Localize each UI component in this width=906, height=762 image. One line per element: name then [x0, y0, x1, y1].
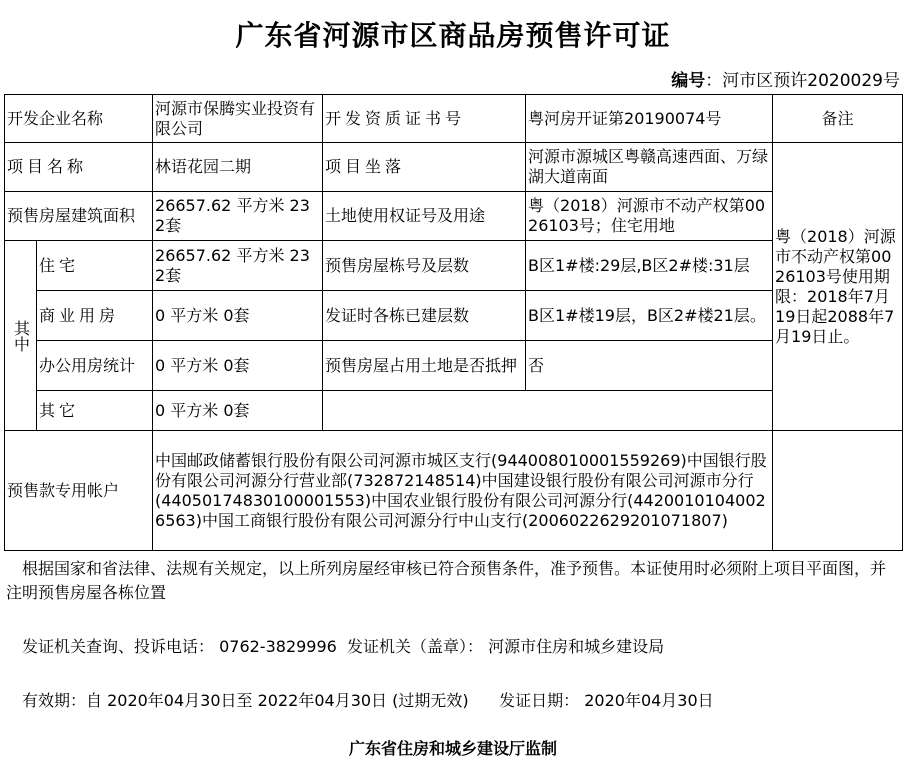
- residential-value: 26657.62 平方米 232套: [153, 241, 323, 291]
- table-row: [5, 95, 903, 143]
- account-value: 中国邮政储蓄银行股份有限公司河源市城区支行(944008010001559269)中国银行股份有限公司河源分行营业部(732872148514)中国建设银行股份有限公司河源市分行(44050174830100001553)中国农业银行股份有限公司河源分行(44200101040026563)中国工商银行股份有限公司河源分行中山支行(2006022629201071807): [153, 431, 773, 551]
- area-value: 26657.62 平方米 232套: [153, 192, 323, 241]
- building-value: B区1#楼:29层,B区2#楼:31层: [526, 241, 773, 291]
- other-label: 其它: [37, 391, 153, 431]
- residential-label: 住宅: [37, 241, 153, 291]
- permit-table: [4, 94, 903, 551]
- table-row: [5, 143, 903, 192]
- among-label: 其中: [5, 241, 37, 431]
- account-label: 预售款专用帐户: [5, 431, 153, 551]
- project-name-label: 项目名称: [5, 143, 153, 192]
- other-value: 0 平方米 0套: [153, 391, 323, 431]
- project-name-value: 林语花园二期: [153, 143, 323, 192]
- table-row: [5, 241, 903, 291]
- land-mortgage-value: 否: [526, 341, 773, 391]
- contact-line: 发证机关查询、投诉电话： 0762-3829996 发证机关（盖章）： 河源市住房和城乡建设局: [22, 637, 665, 656]
- page-title: 广东省河源市区商品房预售许可证: [235, 19, 671, 52]
- area-label: 预售房屋建筑面积: [5, 192, 153, 241]
- developer-label: 开发企业名称: [5, 95, 153, 143]
- office-value: 0 平方米 0套: [153, 341, 323, 391]
- table-row: [5, 341, 903, 391]
- location-label: 项目坐落: [323, 143, 526, 192]
- certificate-number-value: ：河市区预许2020029号: [705, 71, 900, 91]
- remarks-value: 粤（2018）河源市不动产权第0026103号使用期限：2018年7月19日起2088年7月19日止。: [773, 143, 903, 431]
- office-label: 办公用房统计: [37, 341, 153, 391]
- issuer-footer: 广东省住房和城乡建设厅监制: [348, 739, 557, 758]
- validity-line: 有效期：自 2020年04月30日至 2022年04月30日 (过期无效) 发证日期： 2020年04月30日: [22, 691, 714, 710]
- table-row: [5, 192, 903, 241]
- land-mortgage-label: 预售房屋占用土地是否抵押: [323, 341, 526, 391]
- commercial-label: 商业用房: [37, 291, 153, 341]
- location-value: 河源市源城区粤赣高速西面、万绿湖大道南面: [526, 143, 773, 192]
- floors-built-label: 发证时各栋已建层数: [323, 291, 526, 341]
- developer-value: 河源市保腾实业投资有限公司: [153, 95, 323, 143]
- floors-built-value: B区1#楼19层，B区2#楼21层。: [526, 291, 773, 341]
- account-blank-cell: [773, 431, 903, 551]
- land-label: 土地使用权证号及用途: [323, 192, 526, 241]
- certificate-number: [671, 66, 900, 91]
- table-row: [5, 391, 903, 431]
- land-value: 粤（2018）河源市不动产权第0026103号；住宅用地: [526, 192, 773, 241]
- building-label: 预售房屋栋号及层数: [323, 241, 526, 291]
- table-row: [5, 431, 903, 551]
- table-row: [5, 291, 903, 341]
- remarks-label: 备注: [773, 95, 903, 143]
- approval-note: 根据国家和省法律、法规有关规定，以上所列房屋经审核已符合预售条件，准予预售。本证使用时必须附上项目平面图，并注明预售房屋各栋位置: [6, 559, 887, 602]
- blank-cell: [323, 391, 773, 431]
- certificate-number-label: 编号: [671, 71, 706, 91]
- commercial-value: 0 平方米 0套: [153, 291, 323, 341]
- qualification-value: 粤河房开证第20190074号: [526, 95, 773, 143]
- qualification-label: 开发资质证书号: [323, 95, 526, 143]
